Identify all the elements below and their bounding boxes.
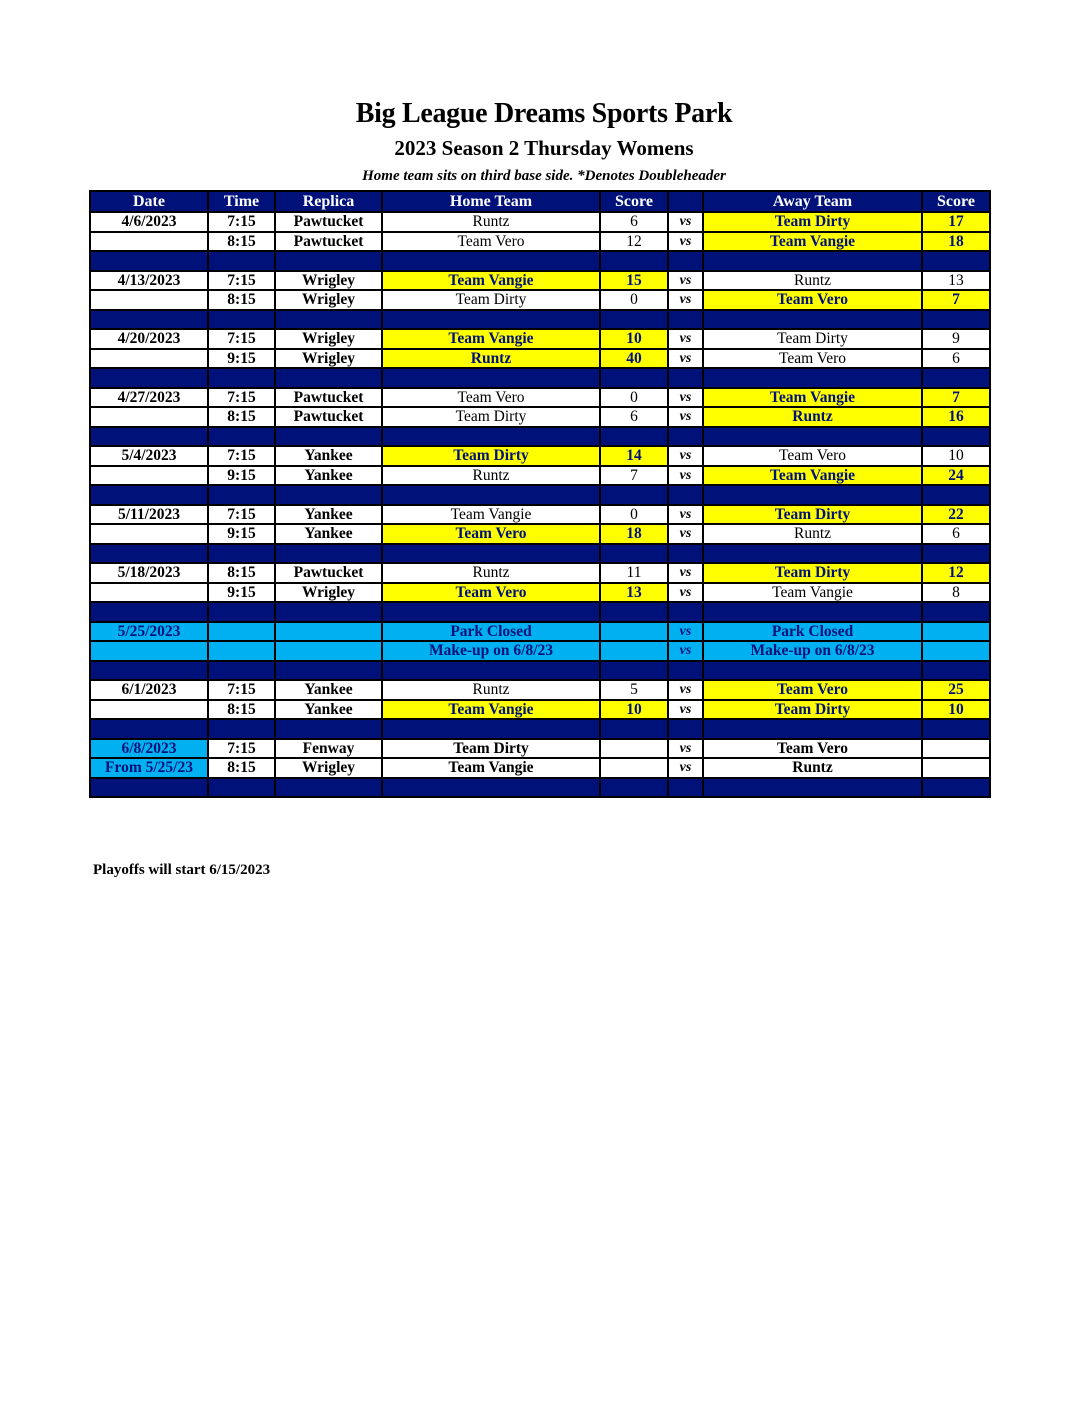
field-cell: Yankee: [275, 524, 382, 544]
separator-cell: [922, 310, 990, 330]
separator-cell: [703, 485, 922, 505]
field-cell: Yankee: [275, 680, 382, 700]
home-team-cell: Team Dirty: [382, 407, 600, 427]
vs-cell: vs: [668, 583, 703, 603]
home-score-cell: [600, 641, 668, 661]
date-cell: From 5/25/23: [90, 758, 208, 778]
home-team-cell: Team Vangie: [382, 329, 600, 349]
separator-cell: [668, 602, 703, 622]
away-team-cell: Team Vangie: [703, 388, 922, 408]
separator-cell: [703, 368, 922, 388]
separator-cell: [382, 310, 600, 330]
away-team-cell: Team Dirty: [703, 505, 922, 525]
field-cell: Wrigley: [275, 758, 382, 778]
home-team-cell: Team Vero: [382, 388, 600, 408]
separator-cell: [703, 602, 922, 622]
field-cell: Yankee: [275, 446, 382, 466]
separator-cell: [275, 485, 382, 505]
away-score-cell: [922, 739, 990, 759]
separator-cell: [382, 485, 600, 505]
vs-cell: vs: [668, 232, 703, 252]
field-cell: Fenway: [275, 739, 382, 759]
time-cell: 9:15: [208, 524, 275, 544]
field-cell: Pawtucket: [275, 563, 382, 583]
time-cell: 8:15: [208, 758, 275, 778]
vs-cell: vs: [668, 622, 703, 642]
away-score-cell: 10: [922, 446, 990, 466]
game-row: [90, 466, 990, 486]
separator-cell: [600, 661, 668, 681]
time-cell: 9:15: [208, 466, 275, 486]
separator-cell: [90, 602, 208, 622]
separator-cell: [600, 310, 668, 330]
game-row: [90, 446, 990, 466]
header-away-team: Away Team: [703, 191, 922, 212]
header-away-score: Score: [922, 191, 990, 212]
time-cell: 8:15: [208, 232, 275, 252]
field-cell: Yankee: [275, 466, 382, 486]
date-cell: 5/4/2023: [90, 446, 208, 466]
separator-cell: [382, 544, 600, 564]
home-score-cell: 11: [600, 563, 668, 583]
page-title: Big League Dreams Sports Park: [355, 98, 733, 129]
home-score-cell: [600, 758, 668, 778]
home-team-cell: Park Closed: [382, 622, 600, 642]
away-team-cell: Team Dirty: [703, 563, 922, 583]
separator-cell: [275, 544, 382, 564]
away-score-cell: [922, 622, 990, 642]
separator-cell: [922, 544, 990, 564]
separator-cell: [600, 485, 668, 505]
game-row: [90, 349, 990, 369]
vs-cell: vs: [668, 466, 703, 486]
away-team-cell: Runtz: [703, 271, 922, 291]
separator-cell: [90, 310, 208, 330]
game-row: [90, 290, 990, 310]
separator-cell: [922, 251, 990, 271]
away-team-cell: Team Dirty: [703, 700, 922, 720]
vs-cell: vs: [668, 505, 703, 525]
away-team-cell: Runtz: [703, 758, 922, 778]
home-team-cell: Team Vangie: [382, 271, 600, 291]
time-cell: [208, 641, 275, 661]
time-cell: 7:15: [208, 680, 275, 700]
separator-cell: [703, 661, 922, 681]
field-cell: Wrigley: [275, 271, 382, 291]
home-score-cell: [600, 739, 668, 759]
field-cell: Pawtucket: [275, 212, 382, 232]
home-team-cell: Team Dirty: [382, 446, 600, 466]
game-row: [90, 232, 990, 252]
away-team-cell: Team Vero: [703, 680, 922, 700]
time-cell: 8:15: [208, 407, 275, 427]
away-score-cell: 25: [922, 680, 990, 700]
week-separator-row: [90, 485, 990, 505]
separator-cell: [208, 719, 275, 739]
separator-cell: [922, 661, 990, 681]
home-score-cell: 12: [600, 232, 668, 252]
home-score-cell: 0: [600, 505, 668, 525]
field-cell: Wrigley: [275, 329, 382, 349]
date-cell: [90, 349, 208, 369]
away-score-cell: 12: [922, 563, 990, 583]
separator-cell: [90, 719, 208, 739]
time-cell: 7:15: [208, 271, 275, 291]
field-cell: Pawtucket: [275, 388, 382, 408]
separator-cell: [90, 544, 208, 564]
date-cell: [90, 641, 208, 661]
game-row: [90, 329, 990, 349]
separator-cell: [275, 602, 382, 622]
vs-cell: vs: [668, 388, 703, 408]
separator-cell: [208, 368, 275, 388]
away-team-cell: Team Vangie: [703, 232, 922, 252]
week-separator-row: [90, 544, 990, 564]
separator-cell: [703, 778, 922, 798]
time-cell: 9:15: [208, 583, 275, 603]
date-cell: [90, 232, 208, 252]
park-closed-row: [90, 641, 990, 661]
time-cell: 8:15: [208, 563, 275, 583]
home-score-cell: 40: [600, 349, 668, 369]
header-row: [90, 191, 990, 212]
separator-cell: [600, 778, 668, 798]
home-team-cell: Team Dirty: [382, 739, 600, 759]
separator-cell: [668, 310, 703, 330]
week-separator-row: [90, 778, 990, 798]
field-cell: Pawtucket: [275, 407, 382, 427]
field-cell: Yankee: [275, 700, 382, 720]
date-cell: 5/11/2023: [90, 505, 208, 525]
time-cell: 8:15: [208, 700, 275, 720]
game-row: [90, 505, 990, 525]
separator-cell: [600, 602, 668, 622]
separator-cell: [668, 544, 703, 564]
separator-cell: [668, 368, 703, 388]
vs-cell: vs: [668, 290, 703, 310]
vs-cell: vs: [668, 407, 703, 427]
away-score-cell: 6: [922, 524, 990, 544]
away-team-cell: Team Dirty: [703, 212, 922, 232]
separator-cell: [275, 778, 382, 798]
home-score-cell: 10: [600, 700, 668, 720]
time-cell: 9:15: [208, 349, 275, 369]
away-score-cell: 18: [922, 232, 990, 252]
vs-cell: vs: [668, 680, 703, 700]
away-score-cell: 7: [922, 388, 990, 408]
home-score-cell: 15: [600, 271, 668, 291]
away-score-cell: 13: [922, 271, 990, 291]
date-cell: 4/6/2023: [90, 212, 208, 232]
separator-cell: [668, 427, 703, 447]
home-team-cell: Team Vero: [382, 583, 600, 603]
separator-cell: [600, 544, 668, 564]
header-replica: Replica: [275, 191, 382, 212]
header-home-team: Home Team: [382, 191, 600, 212]
separator-cell: [208, 251, 275, 271]
time-cell: 7:15: [208, 388, 275, 408]
separator-cell: [208, 602, 275, 622]
date-cell: 5/18/2023: [90, 563, 208, 583]
home-team-cell: Runtz: [382, 212, 600, 232]
separator-cell: [208, 544, 275, 564]
home-score-cell: 6: [600, 212, 668, 232]
date-cell: [90, 700, 208, 720]
away-team-cell: Make-up on 6/8/23: [703, 641, 922, 661]
separator-cell: [90, 661, 208, 681]
time-cell: 7:15: [208, 446, 275, 466]
separator-cell: [922, 602, 990, 622]
game-row: [90, 407, 990, 427]
date-cell: [90, 290, 208, 310]
separator-cell: [382, 661, 600, 681]
separator-cell: [668, 778, 703, 798]
home-score-cell: 18: [600, 524, 668, 544]
date-cell: 6/8/2023: [90, 739, 208, 759]
away-score-cell: 7: [922, 290, 990, 310]
separator-cell: [703, 719, 922, 739]
game-row: [90, 388, 990, 408]
separator-cell: [703, 251, 922, 271]
separator-cell: [600, 251, 668, 271]
date-cell: [90, 524, 208, 544]
time-cell: [208, 622, 275, 642]
separator-cell: [703, 427, 922, 447]
separator-cell: [208, 485, 275, 505]
away-score-cell: 22: [922, 505, 990, 525]
home-team-cell: Team Vangie: [382, 758, 600, 778]
date-cell: 4/20/2023: [90, 329, 208, 349]
home-score-cell: [600, 622, 668, 642]
game-row: [90, 563, 990, 583]
makeup-game-row: [90, 758, 990, 778]
separator-cell: [208, 778, 275, 798]
vs-cell: vs: [668, 641, 703, 661]
separator-cell: [275, 310, 382, 330]
game-row: [90, 680, 990, 700]
field-cell: Wrigley: [275, 349, 382, 369]
separator-cell: [703, 544, 922, 564]
away-team-cell: Team Vero: [703, 349, 922, 369]
away-team-cell: Runtz: [703, 407, 922, 427]
header-home-score: Score: [600, 191, 668, 212]
playoffs-note: Playoffs will start 6/15/2023: [93, 862, 271, 878]
week-separator-row: [90, 661, 990, 681]
separator-cell: [90, 251, 208, 271]
home-score-cell: 5: [600, 680, 668, 700]
separator-cell: [922, 719, 990, 739]
away-team-cell: Team Vangie: [703, 466, 922, 486]
game-row: [90, 583, 990, 603]
date-cell: 5/25/2023: [90, 622, 208, 642]
game-row: [90, 271, 990, 291]
separator-cell: [90, 778, 208, 798]
separator-cell: [90, 368, 208, 388]
schedule-body: [90, 212, 990, 797]
separator-cell: [275, 719, 382, 739]
away-team-cell: Team Dirty: [703, 329, 922, 349]
time-cell: 7:15: [208, 739, 275, 759]
away-team-cell: Team Vero: [703, 290, 922, 310]
away-team-cell: Team Vero: [703, 446, 922, 466]
field-cell: [275, 641, 382, 661]
vs-cell: vs: [668, 349, 703, 369]
separator-cell: [922, 427, 990, 447]
away-score-cell: 17: [922, 212, 990, 232]
home-team-cell: Team Dirty: [382, 290, 600, 310]
separator-cell: [275, 368, 382, 388]
week-separator-row: [90, 719, 990, 739]
away-team-cell: Runtz: [703, 524, 922, 544]
separator-cell: [668, 485, 703, 505]
week-separator-row: [90, 251, 990, 271]
separator-cell: [703, 310, 922, 330]
home-team-cell: Runtz: [382, 680, 600, 700]
home-team-cell: Team Vangie: [382, 505, 600, 525]
date-cell: [90, 583, 208, 603]
separator-cell: [668, 719, 703, 739]
week-separator-row: [90, 368, 990, 388]
separator-cell: [600, 427, 668, 447]
date-cell: [90, 466, 208, 486]
game-row: [90, 524, 990, 544]
vs-cell: vs: [668, 700, 703, 720]
separator-cell: [382, 427, 600, 447]
separator-cell: [382, 368, 600, 388]
vs-cell: vs: [668, 446, 703, 466]
separator-cell: [382, 251, 600, 271]
field-cell: Wrigley: [275, 583, 382, 603]
away-score-cell: 16: [922, 407, 990, 427]
away-score-cell: 8: [922, 583, 990, 603]
separator-cell: [668, 251, 703, 271]
separator-cell: [600, 368, 668, 388]
separator-cell: [275, 251, 382, 271]
separator-cell: [275, 427, 382, 447]
separator-cell: [90, 485, 208, 505]
header-time: Time: [208, 191, 275, 212]
separator-cell: [922, 368, 990, 388]
home-score-cell: 0: [600, 290, 668, 310]
separator-cell: [600, 719, 668, 739]
header-date: Date: [90, 191, 208, 212]
home-team-cell: Team Vero: [382, 524, 600, 544]
separator-cell: [90, 427, 208, 447]
week-separator-row: [90, 602, 990, 622]
page-subtitle: 2023 Season 2 Thursday Womens: [394, 136, 694, 160]
home-team-cell: Team Vangie: [382, 700, 600, 720]
vs-cell: vs: [668, 212, 703, 232]
home-team-cell: Team Vero: [382, 232, 600, 252]
vs-cell: vs: [668, 524, 703, 544]
date-cell: [90, 407, 208, 427]
away-score-cell: [922, 758, 990, 778]
vs-cell: vs: [668, 739, 703, 759]
away-score-cell: [922, 641, 990, 661]
home-score-cell: 6: [600, 407, 668, 427]
week-separator-row: [90, 427, 990, 447]
schedule-table: [89, 190, 991, 798]
schedule-note: Home team sits on third base side. *Denotes Doubleheader: [362, 168, 726, 184]
date-cell: 4/13/2023: [90, 271, 208, 291]
date-cell: 6/1/2023: [90, 680, 208, 700]
header-vs: [668, 191, 703, 212]
home-score-cell: 13: [600, 583, 668, 603]
park-closed-row: [90, 622, 990, 642]
vs-cell: vs: [668, 758, 703, 778]
game-row: [90, 212, 990, 232]
vs-cell: vs: [668, 563, 703, 583]
time-cell: 7:15: [208, 329, 275, 349]
separator-cell: [275, 661, 382, 681]
date-cell: 4/27/2023: [90, 388, 208, 408]
week-separator-row: [90, 310, 990, 330]
away-score-cell: 9: [922, 329, 990, 349]
away-team-cell: Team Vangie: [703, 583, 922, 603]
away-score-cell: 10: [922, 700, 990, 720]
away-score-cell: 24: [922, 466, 990, 486]
separator-cell: [922, 485, 990, 505]
home-score-cell: 7: [600, 466, 668, 486]
game-row: [90, 700, 990, 720]
home-team-cell: Make-up on 6/8/23: [382, 641, 600, 661]
home-team-cell: Runtz: [382, 349, 600, 369]
separator-cell: [668, 661, 703, 681]
separator-cell: [382, 778, 600, 798]
separator-cell: [208, 661, 275, 681]
field-cell: Yankee: [275, 505, 382, 525]
home-score-cell: 0: [600, 388, 668, 408]
field-cell: [275, 622, 382, 642]
separator-cell: [922, 778, 990, 798]
time-cell: 7:15: [208, 505, 275, 525]
separator-cell: [208, 427, 275, 447]
home-score-cell: 10: [600, 329, 668, 349]
makeup-game-row: [90, 739, 990, 759]
separator-cell: [382, 719, 600, 739]
time-cell: 7:15: [208, 212, 275, 232]
vs-cell: vs: [668, 271, 703, 291]
home-score-cell: 14: [600, 446, 668, 466]
home-team-cell: Runtz: [382, 563, 600, 583]
away-score-cell: 6: [922, 349, 990, 369]
home-team-cell: Runtz: [382, 466, 600, 486]
field-cell: Pawtucket: [275, 232, 382, 252]
vs-cell: vs: [668, 329, 703, 349]
away-team-cell: Park Closed: [703, 622, 922, 642]
time-cell: 8:15: [208, 290, 275, 310]
away-team-cell: Team Vero: [703, 739, 922, 759]
field-cell: Wrigley: [275, 290, 382, 310]
separator-cell: [208, 310, 275, 330]
separator-cell: [382, 602, 600, 622]
